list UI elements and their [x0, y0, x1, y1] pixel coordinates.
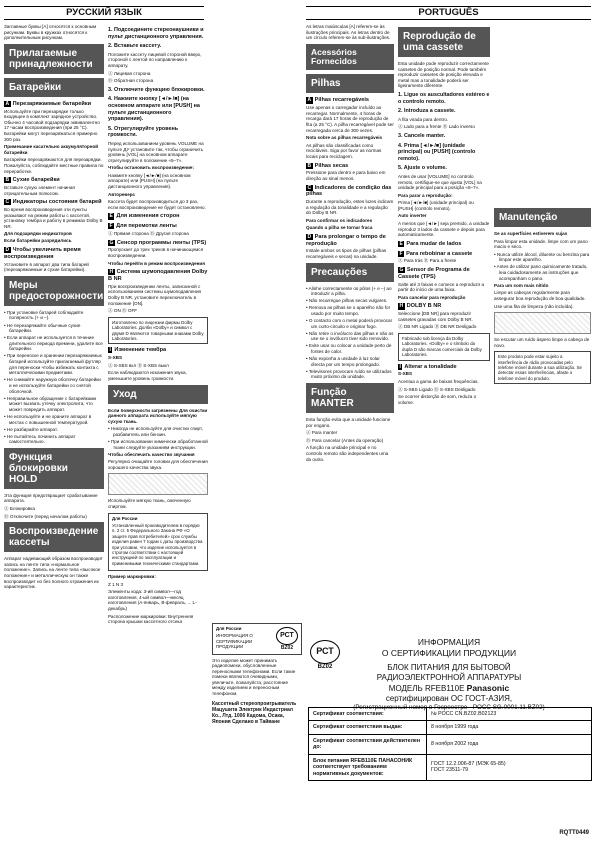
pt-tps-text: Salte até 3 faixas e comece a reproduzir a partir do início de uma faixa.	[398, 281, 485, 293]
pt-ff-subheading: F Para rebobinar a cassete	[399, 250, 473, 257]
pt-caution-item: • Não exponha a unidade à luz solar directa por um tempo prolongado.	[306, 356, 380, 367]
pt-playback-text: Esta unidade pode reproduzir correctamente cassetes de posição normal. Pode também reproduzir cassetes de posição elevada e metal mas a tonalidade poderá ser ligeiramente diferente.	[398, 61, 489, 89]
russia-cert-text: ИНФОРМАЦИЯ О СЕРТИФИКАЦИИ ПРОДУКЦИИ	[216, 633, 253, 650]
indicators-subheading: C Индикаторы состояния батарей	[5, 199, 102, 206]
longer-play-subheading: D Чтобы увеличить время воспроизведения	[4, 247, 81, 260]
seal-code: BZ02	[280, 644, 294, 651]
cert-row-label: Сертификат соответствия:	[309, 708, 427, 721]
accessories-heading: Прилагаемые принадлежности	[4, 44, 104, 74]
head-clean-subheading: Чтобы обеспечить качество звучания	[108, 451, 195, 457]
pt-battery-note-title: Nota sobre as pilhas recarregáveis	[306, 135, 383, 141]
pt-auto-text: A menos que [◄/►] seja premido, a unidade reproduz 3 lados da cassete e depois para automaticamente.	[398, 221, 490, 238]
manufacturer-info: Кассетный стереопроигрыватель Мацушита Электрик Индастриал Ко., Лтд. 1006 Кадома, Осака, Япония Сделано в Тайване	[212, 700, 297, 725]
step-2-text: Положите кассету лицевой стороной вверх, стороной с лентой по направлению к аппарату.	[108, 51, 202, 68]
cert-brand-logo: Panasonic	[466, 683, 510, 694]
cert-line-2: РАДИОЭЛЕКТРОННОЙ АППАРАТУРЫ	[376, 673, 522, 683]
pt-xbs-title: S-XBS	[398, 371, 413, 377]
indicator-bullet-2: Если батарейки разрядились	[4, 238, 72, 244]
pt-care-text: Para limpar esta unidade, limpe com um pano macio e seco.	[494, 238, 588, 250]
marking-place: Расположение маркировки: Внутренняя сторона крышки кассетного отсека	[108, 613, 194, 625]
pt-dolby-options: Ⓐ DB NR Ligado Ⓑ DB NR Desligado	[398, 324, 477, 330]
pt-xbs-options: Ⓐ S-XBS Ligado Ⓑ S-XBS Desligado	[398, 386, 476, 392]
intro-text: Заглавные буквы [A] относятся к основным рисункам. Буквы в кружках относятся к дополнительным рисункам.	[4, 24, 97, 41]
pt-care-item: • Antes de utilizar pano quimicamente tratado, leia cuidadosamente as instruções que acompanham o pano.	[494, 264, 588, 281]
pt-caution-heading: Precauções	[306, 263, 394, 282]
caution-item: • Не пытайтесь починить аппарат самостоятельно.	[4, 433, 76, 445]
cert-seal-code: BZ02	[317, 664, 333, 670]
rechargeable-text: Используйте при перезарядке только входящее в комплект зарядное устройство. Обычно 4 часовой подзарядки эквивалентно 17 часам воспроизведения (при 25 °С). Батарейки могут перезаряжаться примерно 300 раз.	[4, 108, 100, 142]
pt-dolby-subheading: H DOLBY B NR	[399, 303, 442, 310]
hold-option-a: Ⓐ Блокировка	[4, 506, 35, 512]
pt-accessories-heading: Acessórios Fornecidos	[306, 44, 394, 71]
care-item: • При использовании химически обработанной ткани следуйте указаниям инструкции.	[108, 439, 208, 450]
pt-caution-item: • Não retire o invólucro das pilhas e não as use se o invólucro tiver sido removido.	[306, 330, 394, 342]
xbs-text: Если наблюдаются искажения звука, уменьшите уровень громкости.	[108, 370, 187, 381]
pt-hold-text: Esta função evita que a unidade funcione por engano.	[306, 416, 391, 428]
russia-box-text: Установленный производителем в порядке п. 2 ст. 5 Федерального Закона РФ «О защите прав потребителей» срок службы изделия равен 7 годам с даты производства при условии, что изделие используется в строгом соответствии с настоящей инструкцией по эксплуатации и применимыми техническими стандартами.	[112, 523, 203, 566]
caution-item: • Неправильное обращение с батарейками может вызвать утечку электролита, что может повредить аппарат.	[4, 395, 97, 412]
xbs-title: S-XBS	[108, 355, 123, 361]
pt-indicator-bullet-1: Para confirmar os indicadores	[306, 218, 373, 224]
dry-battery-subheading: B Сухие батарейки	[5, 177, 60, 184]
pt-xbs-subheading: I Alterar a tonalidade	[399, 363, 457, 370]
russian-column-1	[4, 24, 104, 838]
step-1: 1. Подсоедините стереонаушники и пульт дистанционного управления.	[108, 27, 204, 40]
pt-rechargeable-subheading: A Pilhas recarregáveis	[307, 97, 370, 104]
cert-row-value: 8 ноября 1999 года	[427, 721, 592, 734]
pt-step-5: 5. Ajuste o volume.	[398, 165, 447, 172]
pt-hold-heading: Função MANTER	[306, 383, 394, 413]
norev-subheading: Чтобы перейти в режим воспроизведения	[108, 260, 205, 266]
portuguese-header-text: PORTUGUÊS	[418, 7, 479, 19]
caution-item: • Не снимайте наружную оболочку батарейки и не используйте батарейки со снятой оболочкой.	[4, 377, 101, 394]
caution-list	[4, 310, 104, 445]
tps-text: Пропускает до трех треков в начинающемся воспроизведении.	[108, 247, 204, 259]
rechargeable-subheading: A Перезаряжаемые батарейки	[5, 100, 92, 107]
stop-text: Нажмите кнопку [◄/►/■] (на основном аппарате) или [PUSH] (на пульте дистанционного управления).	[108, 172, 191, 190]
pt-playback-heading: Reprodução de uma cassete	[398, 27, 490, 57]
pt-step-3: 3. Cancele manter.	[398, 132, 446, 139]
side-change-subheading: E Для изменения сторон	[109, 213, 180, 220]
pt-caution-item: • Televisores provocam ruído se utilizados muito próximo da unidade.	[306, 368, 392, 380]
cert-title-block	[308, 637, 590, 712]
pt-caution-item: • Alinhe correctamente os pólos (+ e –) ao introduzir a pilha.	[306, 285, 392, 297]
pt-step-2: 2. Introduza a cassete.	[398, 108, 456, 115]
pt-care-item: • Nunca utilize álcool, diluente ou benzina para limpar este aparelho.	[494, 251, 590, 263]
autoreverse-subheading: Автореверс	[108, 191, 136, 197]
russia-cert-box	[212, 623, 302, 655]
step-3: 3. Отключите функцию блокировки.	[108, 86, 205, 93]
pt-xbs-text-2: Se ocorrer distorção de som, reduza o volume.	[398, 394, 477, 405]
pt-step-2-text: A fita virada para dentro.	[398, 116, 449, 122]
xbs-subheading: I Изменение тембра	[109, 347, 167, 354]
cert-row-value: № РОСС CN.BZ02.B02123	[427, 708, 592, 721]
pt-head-clean-text-3: Se escutar um ruído áspero limpe a cabeça de novo.	[494, 337, 590, 348]
document-code: RQTT0449	[559, 829, 589, 836]
step-2-option-a: Ⓐ Лицевая сторона	[108, 70, 151, 76]
tps-subheading: G Сенсор программы ленты (TPS)	[109, 239, 207, 246]
pt-care-heading: Manutenção	[494, 208, 591, 227]
russia-service-life-box	[108, 513, 208, 571]
pt-head-clean-subheading: Para um som mais nítido	[494, 282, 549, 288]
hold-heading: Функция блокировки HOLD	[4, 448, 104, 489]
russian-language-header	[4, 6, 204, 20]
pt-tps-subheading: G Sensor de Programa de Cassete (TPS)	[398, 267, 470, 280]
rst-cert-seal-icon: РСТ	[310, 640, 340, 664]
battery-note-text: Батарейки перезаряжаются для перезарядки. Пожалуйста, соблюдайте местные правила по переработке.	[4, 157, 104, 174]
pt-caution-item: • O contacto com o metal poderá provocar um curto-circuito e originar fogo.	[306, 318, 393, 329]
russian-column-2	[108, 24, 208, 838]
pt-step-1: 1. Ligue os auscultadores estéreo e o controlo remoto.	[398, 91, 490, 105]
playback-heading: Воспроизведение кассеты	[4, 522, 104, 552]
dolby-options: Ⓐ ON Ⓑ OFF	[108, 308, 138, 314]
pt-stop-text: Prima [◄/►/■] (unidade principal) ou [PUSH] (controlo remoto).	[398, 200, 474, 211]
pt-indicators-subheading: C Indicadores de condição das pilhas	[306, 184, 392, 198]
cert-model: МОДЕЛЬ RFEB110E	[388, 684, 465, 694]
pt-rechargeable-text: Use apenas o carregador incluído ao recarregar. Normalmente, 4 horas de recarga dará 17 horas de reprodução de fita (a 25 °C). A pilha recarregável pode ser recarregada cerca de 300 vezes.	[306, 105, 394, 133]
hold-option-b: Ⓑ Отключите (перед началом работы)	[4, 513, 87, 519]
pt-dolby-text: Seleccione [DB NR] para reproduzir cassetes gravadas com Dolby B NR.	[398, 311, 473, 322]
care-title: Если поверхности загрязнены Для очистки данного аппарата используйте мягкую сухую ткань.	[108, 407, 208, 424]
portuguese-column-1	[306, 24, 394, 634]
pt-step-5-text: Antes de usar [VOLUME] no controlo remoto, certifique-se que ajusta [VOL] na unidade principal para a posição «5–7».	[398, 173, 482, 191]
portuguese-language-header	[306, 6, 591, 20]
pt-head-clean-text-2: Use uma fita de limpeza (não incluída).	[494, 303, 574, 309]
step-5: 5. Отрегулируйте уровень громкости.	[108, 125, 179, 139]
marking-elements: Элементы кода: 3-ий символ—год изготовления, 4-ый символ—месяц изготовления (А-январь, В-февраль, ... L-декабрь)	[108, 589, 197, 611]
fast-forward-subheading: F Для перемотки ленты	[109, 223, 177, 230]
stop-subheading: Чтобы остановить воспроизведение:	[108, 165, 194, 171]
pt-caution-item: • Remova as pilhas se o aparelho não for usado por muito tempo.	[306, 305, 391, 316]
dolby-text: При воспроизведении ленты, записанной с использованием системы шумоподавления Dolby B NR, установите переключатель в положение [ON].	[108, 283, 202, 306]
pt-step-2-options: Ⓐ Lado para a frente Ⓑ Lado inverso	[398, 124, 475, 130]
caution-item: • При установке батарей соблюдайте полярность (+ и –).	[4, 309, 84, 321]
caution-item: • Не разбирайте аппарат.	[4, 426, 58, 432]
cert-row-label: Блок питания RFEB110E ПАНАСОНИК соответствует требованиям нормативных документов:	[309, 754, 427, 780]
cert-table	[308, 707, 592, 781]
pt-norev-subheading: Para cancelar para reprodução	[398, 294, 466, 300]
step-2: 2. Вставьте кассету.	[108, 43, 162, 50]
pt-caution-item: • Evite usar ou colocar a unidade perto de fontes de calor.	[306, 343, 392, 354]
cert-line-4: (Регистрационный номер в Госреестре - РОСС SG.0001.11.BZ02)	[353, 704, 545, 712]
portuguese-column-2	[398, 24, 490, 634]
pt-hold-text-2: A função na unidade principal e no controlo remoto são independentes uma da outra.	[306, 445, 389, 462]
autoreverse-text: Кассета будет воспроизводиться до 3 раз, если воспроизведение не будет остановлено.	[108, 199, 206, 210]
battery-note-title: Примечание касательно аккумуляторной батарейки	[4, 144, 99, 155]
indicator-bullet-1: Для подзарядки индикаторов	[4, 231, 72, 237]
table-row	[309, 754, 592, 780]
caution-item: • Если аппарат не используется в течение длительного периода времени, удалите все батарейки.	[4, 335, 103, 352]
caution-heading: Меры предосторожности	[4, 276, 104, 306]
russia-cert-title: Для России	[216, 626, 242, 631]
dolby-subheading: H Система шумоподавления Dolby B NR	[108, 269, 208, 283]
care-item: • Никогда не используйте для очистки спирт, разбавитель или бензин.	[108, 426, 203, 437]
table-row	[309, 708, 592, 721]
longer-play-text: Установите в аппарат два типа батарей (перезаряжаемые и сухие батарейки).	[4, 261, 89, 273]
pt-auto-subheading: Auto inverter	[398, 213, 427, 219]
pt-side-subheading: E Para mudar de lados	[399, 240, 462, 247]
pt-longer-subheading: D Para prolongar o tempo de reprodução	[306, 233, 386, 247]
pt-head-clean-text: Limpe as cabeças regularmente para assegurar boa reprodução de boa qualidade.	[494, 290, 586, 301]
pt-step-4: 4. Prima [◄/►/■] (unidade principal) ou [PUSH] (controlo remoto).	[398, 142, 476, 162]
head-cleaning-illustration	[108, 473, 208, 495]
russian-column-3	[212, 620, 302, 830]
pt-batteries-heading: Pilhas	[306, 74, 394, 93]
pt-dry-subheading: B Pilhas secas	[307, 162, 349, 169]
marking-title: Пример маркировки:	[108, 574, 156, 580]
pt-intro-text: As letras maiúsculas [A] referem-se às ilustrações principais. As letras dentro de um círculo referem-se às sub-ilustrações.	[306, 24, 391, 41]
playback-text: Аппарат надевающий образом воспроизводит запись на ленте типа «нормальное положение». Запись на ленте типа «высокое положение» и металлическую он также воспроизводит но без полного отражения их характеристик.	[4, 556, 103, 590]
cert-line-1: БЛОК ПИТАНИЯ ДЛЯ БЫТОВОЙ	[387, 663, 511, 673]
pt-hold-option-b: Ⓑ Para cancelar (Antes da operação)	[306, 437, 384, 443]
pt-xbs-text: Acentua a gama de baixas frequências.	[398, 378, 479, 384]
pt-caution-item: • Não recarregue pilhas secas vulgares.	[306, 298, 388, 304]
cert-seal-small	[276, 627, 298, 651]
caution-item: • Не перезаряжайте обычные сухие батарейки.	[4, 322, 81, 334]
pt-indicator-bullet-2: Quando a pilha se tornar fraca	[306, 225, 373, 231]
pt-battery-note-text: As pilhas são classificadas como recicláveis. Siga por favor as normas locais para reciclagem.	[306, 142, 382, 160]
cert-line-3: сертифицирован ОС ГОСТ-АЗИЯ,	[385, 694, 513, 704]
caution-item: • При переноске и хранении перезаряжаемых батарей используйте прилагаемый футляр для переноски чтобы избежать контакта с металлическими предметами.	[4, 353, 102, 376]
indicators-text: Во время воспроизведения эти пункты указывают на режим работы с кассетой, установку тембра и работу в режимах Dolby B NR.	[4, 206, 103, 229]
table-row	[309, 734, 592, 754]
rst-seal-icon: РСТ	[276, 627, 298, 645]
table-row	[309, 721, 592, 734]
pt-longer-text: Instale ambos os tipos de pilhas (pilhas recarregáveis e secas) na unidade.	[306, 248, 387, 259]
dry-battery-text: Вставьте сухую элемент начиная отрицательным полюсом.	[4, 184, 75, 196]
russian-header-text: РУССКИЙ ЯЗЫК	[66, 7, 142, 19]
pt-dry-text: Pressione para dentro e para baixo em direção ao sinal menos.	[306, 170, 386, 182]
pt-head-cleaning-illustration	[494, 312, 591, 334]
head-clean-text-2: Используйте мягкую ткань, смоченную спиртом.	[108, 498, 191, 510]
cert-row-label: Сертификат соответствия действителен до:	[309, 734, 427, 754]
step-5-text: Перед использованием уровень VOLUME на пульте ДУ установите так, чтобы ограничить уровень [VOL] на основном аппарате отрегулируйте в положение «5–7».	[108, 140, 204, 163]
ff-options: Ⓐ Прямая сторона Ⓑ Другая сторона	[108, 231, 189, 237]
step-2-option-b: Ⓑ Обратная сторона	[108, 78, 154, 84]
cert-row-label: Сертификат соответствия выдан:	[309, 721, 427, 734]
pt-ff-options: Ⓐ Para trás Ⓑ Para a frente	[398, 258, 457, 264]
pt-stop-subheading: Para parar a reprodução:	[398, 192, 453, 198]
batteries-heading: Батарейки	[4, 78, 104, 97]
russia-box-title: Для России	[112, 515, 138, 521]
pt-care-title: Se as superfícies estiverem sujas	[494, 231, 568, 236]
hold-text: Эта функция предотвращает срабатывание аппарата.	[4, 492, 98, 504]
head-clean-text: Регулярно очищайте головки для обеспечения хорошего качества звука.	[108, 459, 208, 470]
portuguese-column-3	[494, 205, 591, 630]
cert-title-1: ИНФОРМАЦИЯ	[417, 637, 481, 647]
pt-hold-option-a: Ⓐ Para manter	[306, 430, 338, 436]
care-heading: Уход	[108, 385, 208, 404]
pt-radio-interference-note: Este produto pode estar sujeito a interferência de rádio provocadas pelo telefone móvel durante a sua utilização. Se detectar essas interferências, afaste o telefone móvel do produto.	[494, 351, 591, 384]
pt-indicators-text: Durante a reprodução, estes luzes indicam a regulação da tonalidade e a regulação do Dolby B NR.	[306, 199, 394, 216]
step-4: 4. Нажмите кнопку [◄/►/■] (на основном аппарате или [PUSH] на пульте дистанционного управления).	[108, 96, 200, 123]
marking-code: Z 1 N 3	[108, 581, 124, 587]
pt-dolby-license-note: Fabricado sob licença da Dolby Laboratories. «Dolby» e o símbolo da dupla D são marcas comerciais da Dolby Laboratories.	[398, 333, 490, 361]
radio-interference-note: Это изделие может принимать радиопомехи, обусловленные переносными телефонами. Если такие помехи являются очевидными, увеличьте, пожалуйста, расстояние между изделием и переносным телефоном.	[212, 657, 296, 697]
cert-row-value: ГОСТ 12.2.006-87 (МЭК 65-85) ГОСТ 23511-79	[427, 754, 592, 780]
caution-item: • Не используйте и не храните аппарат в местах с повышенной температурой.	[4, 413, 92, 425]
dolby-license-note: Изготовлено по лицензии фирмы Dolby Laboratories. Долби «Dolby» и символ с двумя D являются товарными знаками Dolby Laboratories.	[108, 317, 208, 345]
xbs-options: Ⓐ S-XBS вкл Ⓑ S-XBS выкл	[108, 362, 169, 368]
cert-title-2: О СЕРТИФИКАЦИИ ПРОДУКЦИИ	[381, 647, 517, 658]
cert-row-value: 8 ноября 2002 года	[427, 734, 592, 754]
